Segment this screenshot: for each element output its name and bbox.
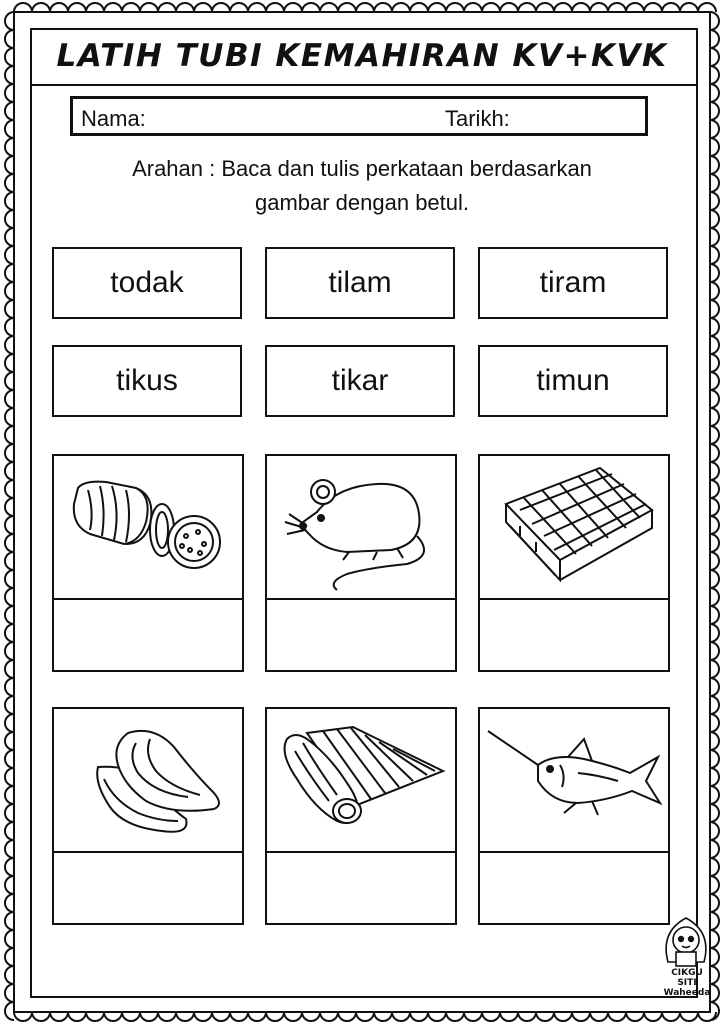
- answer-box[interactable]: [480, 600, 668, 670]
- picture-area: [54, 709, 242, 853]
- picture-area: [267, 709, 455, 853]
- word-box: tikus: [52, 345, 242, 417]
- logo-text: [660, 968, 714, 998]
- word-box: tiram: [478, 247, 668, 319]
- answer-box[interactable]: [267, 600, 455, 670]
- picture-card: [478, 707, 670, 925]
- word-box: tikar: [265, 345, 455, 417]
- logo-text-line-1: CIKGU: [671, 968, 703, 978]
- picture-card: [52, 707, 244, 925]
- swordfish-icon: [480, 709, 668, 851]
- author-logo: [656, 912, 716, 1004]
- title-bar: [44, 30, 680, 82]
- name-label: Nama:: [81, 106, 146, 131]
- picture-area: [267, 456, 455, 600]
- picture-area: [480, 456, 668, 600]
- mouse-icon: [267, 456, 455, 598]
- date-label: Tarikh:: [445, 106, 510, 131]
- picture-area: [480, 709, 668, 853]
- picture-card: [265, 707, 457, 925]
- answer-box[interactable]: [267, 853, 455, 923]
- page-title: LATIH TUBI KEMAHIRAN KV+KVK: [56, 38, 668, 74]
- answer-box[interactable]: [54, 853, 242, 923]
- picture-area: [54, 456, 242, 600]
- picture-card: [52, 454, 244, 672]
- answer-box[interactable]: [54, 600, 242, 670]
- word-box: todak: [52, 247, 242, 319]
- picture-card: [265, 454, 457, 672]
- mattress-icon: [480, 456, 668, 598]
- name-date-box[interactable]: [70, 96, 648, 136]
- cucumber-icon: [54, 456, 242, 598]
- instruction-line-2: gambar dengan betul.: [254, 190, 470, 215]
- logo-text-line-2: SITI: [677, 978, 697, 988]
- instruction-line-1: Arahan : Baca dan tulis perkataan berdasarkan: [132, 156, 592, 181]
- instruction-text: [40, 152, 684, 220]
- word-box: tilam: [265, 247, 455, 319]
- rolled-mat-icon: [267, 709, 455, 851]
- oyster-icon: [54, 709, 242, 851]
- logo-text-line-3: Waheeda: [663, 988, 711, 998]
- title-divider: [30, 84, 696, 86]
- picture-card: [478, 454, 670, 672]
- word-box: timun: [478, 345, 668, 417]
- answer-box[interactable]: [480, 853, 668, 923]
